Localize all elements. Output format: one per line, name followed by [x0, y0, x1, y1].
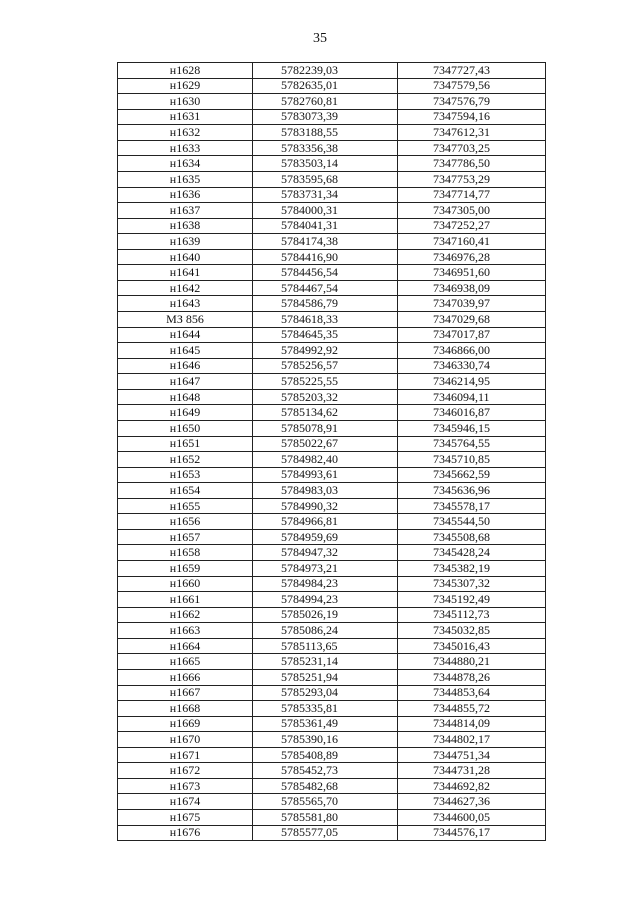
y-coordinate-cell: 7347714,77: [398, 187, 546, 203]
table-row: [118, 436, 546, 452]
y-coordinate-cell: 7344751,34: [398, 747, 546, 763]
point-id-cell: н1665: [118, 654, 253, 670]
table-row: [118, 669, 546, 685]
y-coordinate-cell: 7346330,74: [398, 358, 546, 374]
x-coordinate-cell: 5784959,69: [253, 529, 398, 545]
y-coordinate-cell: 7347612,31: [398, 125, 546, 141]
x-coordinate-cell: 5784994,23: [253, 592, 398, 608]
table-row: [118, 778, 546, 794]
x-coordinate-cell: 5782635,01: [253, 78, 398, 94]
x-coordinate-cell: 5785086,24: [253, 623, 398, 639]
x-coordinate-cell: 5784993,61: [253, 467, 398, 483]
table-row: [118, 576, 546, 592]
table-row: [118, 218, 546, 234]
point-id-cell: н1662: [118, 607, 253, 623]
table-row: [118, 498, 546, 514]
y-coordinate-cell: 7346951,60: [398, 265, 546, 281]
x-coordinate-cell: 5785256,57: [253, 358, 398, 374]
y-coordinate-cell: 7344692,82: [398, 778, 546, 794]
y-coordinate-cell: 7344878,26: [398, 669, 546, 685]
y-coordinate-cell: 7345112,73: [398, 607, 546, 623]
table-row: [118, 654, 546, 670]
y-coordinate-cell: 7345636,96: [398, 483, 546, 499]
y-coordinate-cell: 7347017,87: [398, 327, 546, 343]
table-row: [118, 638, 546, 654]
x-coordinate-cell: 5783188,55: [253, 125, 398, 141]
point-id-cell: н1638: [118, 218, 253, 234]
page-number: 35: [313, 31, 327, 46]
point-id-cell: н1646: [118, 358, 253, 374]
x-coordinate-cell: 5785225,55: [253, 374, 398, 390]
y-coordinate-cell: 7347160,41: [398, 234, 546, 250]
table-row: [118, 156, 546, 172]
y-coordinate-cell: 7345946,15: [398, 420, 546, 436]
x-coordinate-cell: 5784416,90: [253, 249, 398, 265]
y-coordinate-cell: 7347576,79: [398, 94, 546, 110]
y-coordinate-cell: 7344600,05: [398, 810, 546, 826]
point-id-cell: н1676: [118, 825, 253, 841]
y-coordinate-cell: 7346016,87: [398, 405, 546, 421]
y-coordinate-cell: 7346938,09: [398, 280, 546, 296]
point-id-cell: н1642: [118, 280, 253, 296]
y-coordinate-cell: 7347029,68: [398, 312, 546, 328]
x-coordinate-cell: 5783503,14: [253, 156, 398, 172]
x-coordinate-cell: 5784174,38: [253, 234, 398, 250]
table-row: [118, 125, 546, 141]
y-coordinate-cell: 7347594,16: [398, 109, 546, 125]
y-coordinate-cell: 7347753,29: [398, 171, 546, 187]
y-coordinate-cell: 7344880,21: [398, 654, 546, 670]
x-coordinate-cell: 5785231,14: [253, 654, 398, 670]
x-coordinate-cell: 5784992,92: [253, 343, 398, 359]
table-row: [118, 514, 546, 530]
y-coordinate-cell: 7345662,59: [398, 467, 546, 483]
table-row: [118, 561, 546, 577]
y-coordinate-cell: 7345016,43: [398, 638, 546, 654]
y-coordinate-cell: 7345544,50: [398, 514, 546, 530]
x-coordinate-cell: 5785203,32: [253, 389, 398, 405]
y-coordinate-cell: 7347039,97: [398, 296, 546, 312]
x-coordinate-cell: 5785251,94: [253, 669, 398, 685]
x-coordinate-cell: 5783595,68: [253, 171, 398, 187]
x-coordinate-cell: 5784983,03: [253, 483, 398, 499]
table-row: [118, 389, 546, 405]
table-row: [118, 467, 546, 483]
point-id-cell: н1648: [118, 389, 253, 405]
y-coordinate-cell: 7345032,85: [398, 623, 546, 639]
table-row: [118, 529, 546, 545]
x-coordinate-cell: 5784456,54: [253, 265, 398, 281]
point-id-cell: н1649: [118, 405, 253, 421]
y-coordinate-cell: 7344576,17: [398, 825, 546, 841]
x-coordinate-cell: 5785482,68: [253, 778, 398, 794]
x-coordinate-cell: 5784982,40: [253, 452, 398, 468]
y-coordinate-cell: 7345508,68: [398, 529, 546, 545]
table-row: [118, 810, 546, 826]
x-coordinate-cell: 5784947,32: [253, 545, 398, 561]
x-coordinate-cell: 5783356,38: [253, 140, 398, 156]
table-row: [118, 94, 546, 110]
x-coordinate-cell: 5785113,65: [253, 638, 398, 654]
point-id-cell: н1634: [118, 156, 253, 172]
table-row: [118, 716, 546, 732]
point-id-cell: н1658: [118, 545, 253, 561]
table-row: [118, 109, 546, 125]
point-id-cell: н1637: [118, 203, 253, 219]
y-coordinate-cell: 7346976,28: [398, 249, 546, 265]
point-id-cell: н1628: [118, 63, 253, 79]
table-row: [118, 825, 546, 841]
x-coordinate-cell: 5784984,23: [253, 576, 398, 592]
coordinates-table-body: [118, 63, 546, 841]
point-id-cell: н1647: [118, 374, 253, 390]
point-id-cell: н1669: [118, 716, 253, 732]
x-coordinate-cell: 5784990,32: [253, 498, 398, 514]
point-id-cell: н1675: [118, 810, 253, 826]
table-row: [118, 452, 546, 468]
y-coordinate-cell: 7344802,17: [398, 732, 546, 748]
point-id-cell: н1672: [118, 763, 253, 779]
table-row: [118, 296, 546, 312]
point-id-cell: н1674: [118, 794, 253, 810]
y-coordinate-cell: 7347252,27: [398, 218, 546, 234]
table-row: [118, 747, 546, 763]
point-id-cell: н1668: [118, 701, 253, 717]
point-id-cell: н1643: [118, 296, 253, 312]
point-id-cell: н1655: [118, 498, 253, 514]
table-row: [118, 420, 546, 436]
table-row: [118, 249, 546, 265]
point-id-cell: н1653: [118, 467, 253, 483]
table-row: [118, 171, 546, 187]
y-coordinate-cell: 7345710,85: [398, 452, 546, 468]
x-coordinate-cell: 5785022,67: [253, 436, 398, 452]
y-coordinate-cell: 7347727,43: [398, 63, 546, 79]
y-coordinate-cell: 7345382,19: [398, 561, 546, 577]
point-id-cell: н1671: [118, 747, 253, 763]
y-coordinate-cell: 7347579,56: [398, 78, 546, 94]
x-coordinate-cell: 5784618,33: [253, 312, 398, 328]
point-id-cell: н1630: [118, 94, 253, 110]
point-id-cell: н1639: [118, 234, 253, 250]
x-coordinate-cell: 5785408,89: [253, 747, 398, 763]
y-coordinate-cell: 7346214,95: [398, 374, 546, 390]
x-coordinate-cell: 5784966,81: [253, 514, 398, 530]
table-row: [118, 234, 546, 250]
x-coordinate-cell: 5784973,21: [253, 561, 398, 577]
point-id-cell: н1664: [118, 638, 253, 654]
point-id-cell: н1660: [118, 576, 253, 592]
table-row: [118, 732, 546, 748]
table-row: [118, 483, 546, 499]
coordinates-table: [117, 62, 546, 841]
y-coordinate-cell: 7344853,64: [398, 685, 546, 701]
y-coordinate-cell: 7345192,49: [398, 592, 546, 608]
y-coordinate-cell: 7347305,00: [398, 203, 546, 219]
point-id-cell: н1656: [118, 514, 253, 530]
table-row: [118, 312, 546, 328]
table-row: [118, 327, 546, 343]
x-coordinate-cell: 5784645,35: [253, 327, 398, 343]
table-row: [118, 280, 546, 296]
table-row: [118, 358, 546, 374]
table-row: [118, 78, 546, 94]
table-row: [118, 343, 546, 359]
y-coordinate-cell: 7346866,00: [398, 343, 546, 359]
point-id-cell: н1670: [118, 732, 253, 748]
table-row: [118, 763, 546, 779]
x-coordinate-cell: 5785565,70: [253, 794, 398, 810]
point-id-cell: н1641: [118, 265, 253, 281]
point-id-cell: н1644: [118, 327, 253, 343]
x-coordinate-cell: 5782239,03: [253, 63, 398, 79]
x-coordinate-cell: 5785293,04: [253, 685, 398, 701]
table-row: [118, 405, 546, 421]
point-id-cell: н1636: [118, 187, 253, 203]
table-row: [118, 265, 546, 281]
point-id-cell: н1640: [118, 249, 253, 265]
x-coordinate-cell: 5785134,62: [253, 405, 398, 421]
point-id-cell: н1657: [118, 529, 253, 545]
table-row: [118, 545, 546, 561]
point-id-cell: н1635: [118, 171, 253, 187]
x-coordinate-cell: 5784000,31: [253, 203, 398, 219]
point-id-cell: н1629: [118, 78, 253, 94]
point-id-cell: н1632: [118, 125, 253, 141]
x-coordinate-cell: 5783731,34: [253, 187, 398, 203]
point-id-cell: н1633: [118, 140, 253, 156]
y-coordinate-cell: 7345307,32: [398, 576, 546, 592]
point-id-cell: н1661: [118, 592, 253, 608]
y-coordinate-cell: 7344814,09: [398, 716, 546, 732]
point-id-cell: н1654: [118, 483, 253, 499]
table-row: [118, 607, 546, 623]
x-coordinate-cell: 5785026,19: [253, 607, 398, 623]
table-row: [118, 140, 546, 156]
y-coordinate-cell: 7344731,28: [398, 763, 546, 779]
point-id-cell: н1652: [118, 452, 253, 468]
y-coordinate-cell: 7347703,25: [398, 140, 546, 156]
x-coordinate-cell: 5784586,79: [253, 296, 398, 312]
point-id-cell: н1663: [118, 623, 253, 639]
y-coordinate-cell: 7344855,72: [398, 701, 546, 717]
point-id-cell: н1666: [118, 669, 253, 685]
point-id-cell: н1650: [118, 420, 253, 436]
table-row: [118, 374, 546, 390]
x-coordinate-cell: 5785361,49: [253, 716, 398, 732]
table-row: [118, 685, 546, 701]
table-row: [118, 701, 546, 717]
point-id-cell: н1673: [118, 778, 253, 794]
x-coordinate-cell: 5785581,80: [253, 810, 398, 826]
y-coordinate-cell: 7346094,11: [398, 389, 546, 405]
y-coordinate-cell: 7345428,24: [398, 545, 546, 561]
x-coordinate-cell: 5782760,81: [253, 94, 398, 110]
table-row: [118, 794, 546, 810]
table-row: [118, 187, 546, 203]
point-id-cell: н1659: [118, 561, 253, 577]
x-coordinate-cell: 5784467,54: [253, 280, 398, 296]
table-row: [118, 63, 546, 79]
table-row: [118, 623, 546, 639]
point-id-cell: МЗ 856: [118, 312, 253, 328]
y-coordinate-cell: 7344627,36: [398, 794, 546, 810]
y-coordinate-cell: 7345578,17: [398, 498, 546, 514]
point-id-cell: н1631: [118, 109, 253, 125]
x-coordinate-cell: 5785452,73: [253, 763, 398, 779]
table-row: [118, 203, 546, 219]
x-coordinate-cell: 5785335,81: [253, 701, 398, 717]
x-coordinate-cell: 5785078,91: [253, 420, 398, 436]
y-coordinate-cell: 7345764,55: [398, 436, 546, 452]
y-coordinate-cell: 7347786,50: [398, 156, 546, 172]
point-id-cell: н1645: [118, 343, 253, 359]
point-id-cell: н1667: [118, 685, 253, 701]
x-coordinate-cell: 5785577,05: [253, 825, 398, 841]
point-id-cell: н1651: [118, 436, 253, 452]
x-coordinate-cell: 5784041,31: [253, 218, 398, 234]
x-coordinate-cell: 5783073,39: [253, 109, 398, 125]
table-row: [118, 592, 546, 608]
x-coordinate-cell: 5785390,16: [253, 732, 398, 748]
